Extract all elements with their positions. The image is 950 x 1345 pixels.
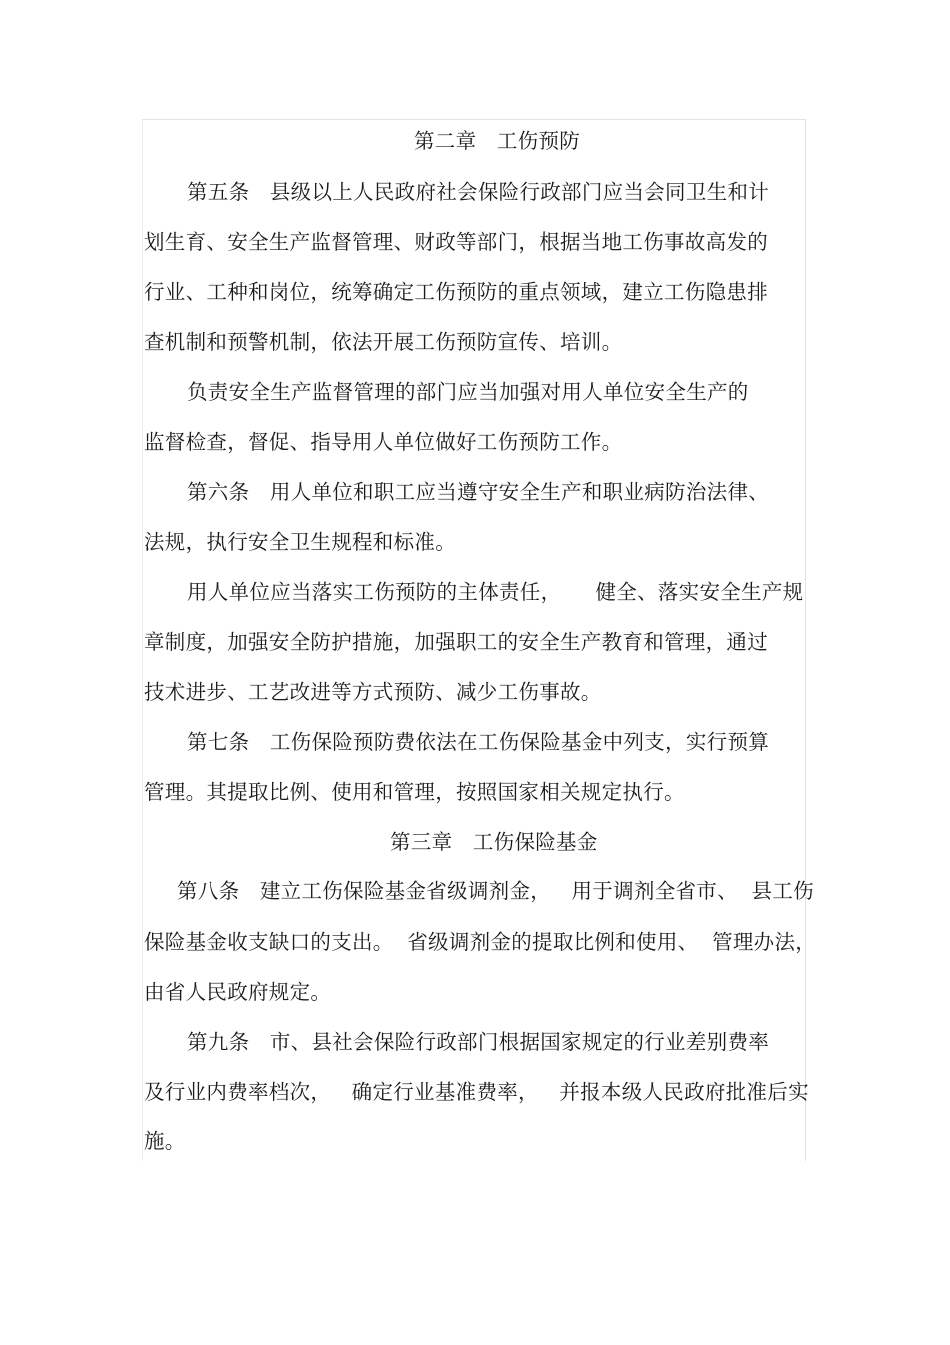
article-6-line-1: 第六条 用人单位和职工应当遵守安全生产和职业病防治法律、 xyxy=(187,480,770,504)
chapter-2-heading: 第二章 工伤预防 xyxy=(414,129,581,153)
article-5-line-3: 行业、工种和岗位，统筹确定工伤预防的重点领域，建立工伤隐患排 xyxy=(144,280,768,304)
article-6-line-2: 法规，执行安全卫生规程和标准。 xyxy=(144,530,456,554)
article-8-line-2: 保险基金收支缺口的支出。 省级调剂金的提取比例和使用、 管理办法， xyxy=(144,930,817,954)
article-8-line-1: 第八条 建立工伤保险基金省级调剂金， 用于调剂全省市、 县工伤 xyxy=(177,879,814,903)
article-9-line-1: 第九条 市、县社会保险行政部门根据国家规定的行业差别费率 xyxy=(187,1030,770,1054)
chapter-3-heading: 第三章 工伤保险基金 xyxy=(390,830,598,854)
article-9-line-3: 施。 xyxy=(144,1129,186,1153)
article-6-para-2-line-2: 章制度，加强安全防护措施，加强职工的安全生产教育和管理，通过 xyxy=(144,630,768,654)
article-5-line-2: 划生育、安全生产监督管理、财政等部门，根据当地工伤事故高发的 xyxy=(144,230,768,254)
article-5-para-2-line-1: 负责安全生产监督管理的部门应当加强对用人单位安全生产的 xyxy=(187,380,749,404)
article-5-line-4: 查机制和预警机制，依法开展工伤预防宣传、培训。 xyxy=(144,330,623,354)
article-7-line-1: 第七条 工伤保险预防费依法在工伤保险基金中列支，实行预算 xyxy=(187,730,770,754)
article-5-line-1: 第五条 县级以上人民政府社会保险行政部门应当会同卫生和计 xyxy=(187,180,770,204)
article-6-para-2-line-3: 技术进步、工艺改进等方式预防、减少工伤事故。 xyxy=(144,680,602,704)
article-5-para-2-line-2: 监督检查，督促、指导用人单位做好工伤预防工作。 xyxy=(144,430,623,454)
article-6-para-2-line-1: 用人单位应当落实工伤预防的主体责任， 健全、落实安全生产规 xyxy=(187,580,804,604)
article-9-line-2: 及行业内费率档次， 确定行业基准费率， 并报本级人民政府批准后实 xyxy=(144,1080,809,1104)
article-8-line-3: 由省人民政府规定。 xyxy=(144,980,332,1004)
article-7-line-2: 管理。其提取比例、使用和管理，按照国家相关规定执行。 xyxy=(144,780,685,804)
